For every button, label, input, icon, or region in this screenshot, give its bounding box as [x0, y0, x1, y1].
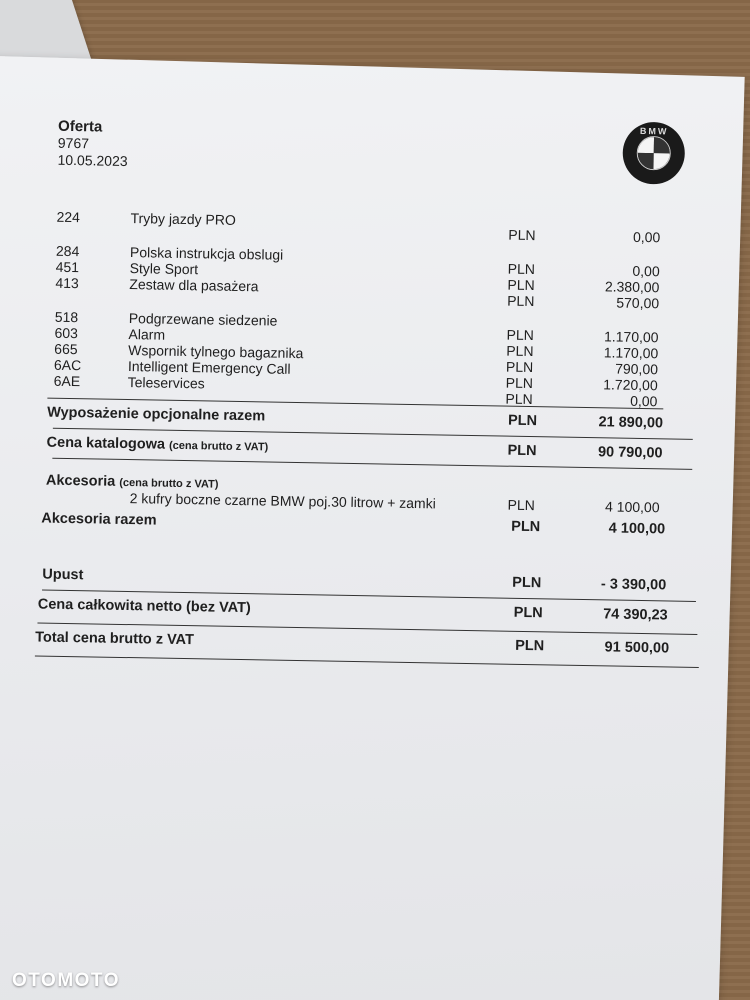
option-desc: Wspornik tylnego bagaznika — [128, 342, 304, 362]
offer-date: 10.05.2023 — [57, 151, 128, 169]
offer-document — [35, 117, 698, 668]
option-code: 6AC — [53, 356, 82, 374]
option-currency: PLN — [506, 342, 534, 360]
accessories-total-amount: 4 100,00 — [608, 520, 666, 538]
option-currency: PLN — [505, 374, 534, 392]
net-total-label: Cena całkowita netto (bez VAT) — [37, 596, 251, 617]
option-amount: 2.380,00 — [604, 278, 660, 296]
net-total-amount: 74 390,23 — [603, 606, 668, 624]
bmw-roundel-icon — [636, 136, 671, 171]
accessories-total-label: Akcesoria razem — [41, 510, 157, 529]
accessories-note: (cena brutto z VAT) — [119, 476, 219, 491]
option-amount: 1.720,00 — [603, 376, 658, 394]
accessories-section — [41, 472, 692, 550]
option-currency: PLN — [505, 358, 534, 376]
option-amount: 0,00 — [632, 262, 660, 280]
option-code: 413 — [55, 274, 79, 292]
option-code: 665 — [54, 340, 78, 358]
offer-number: 9767 — [57, 134, 90, 152]
option-currency: PLN — [507, 276, 535, 294]
catalog-price-amount: 90 790,00 — [597, 444, 663, 462]
bmw-logo-text: BMW — [639, 125, 669, 137]
option-desc: Alarm — [128, 326, 166, 343]
option-currency: PLN — [508, 226, 536, 244]
catalog-price-note: (cena brutto z VAT) — [168, 439, 269, 454]
option-currency: PLN — [506, 326, 534, 344]
option-currency: PLN — [505, 390, 533, 408]
offer-title: Oferta — [57, 117, 103, 136]
option-currency: PLN — [507, 292, 535, 310]
option-amount: 570,00 — [616, 294, 660, 312]
option-currency: PLN — [507, 260, 536, 278]
option-amount: 790,00 — [615, 360, 659, 378]
accessories-label: Akcesoria — [45, 472, 116, 490]
discount-label: Upust — [42, 566, 84, 584]
catalog-price-currency: PLN — [507, 442, 537, 460]
option-desc: Tryby jazdy PRO — [130, 210, 236, 228]
gross-total-currency: PLN — [514, 637, 545, 655]
option-desc: Teleservices — [127, 374, 205, 392]
discount-currency: PLN — [512, 574, 542, 592]
option-amount: 1.170,00 — [603, 328, 659, 346]
accessory-currency: PLN — [507, 496, 535, 514]
accessory-amount: 4 100,00 — [604, 498, 660, 516]
option-desc: Zestaw dla pasażera — [129, 276, 259, 295]
option-amount: 0,00 — [630, 392, 658, 410]
option-desc: Style Sport — [129, 260, 199, 278]
catalog-price-text: Cena katalogowa — [46, 434, 166, 453]
accessories-total-currency: PLN — [511, 518, 541, 536]
discount-amount: - 3 390,00 — [600, 576, 667, 594]
option-amount: 1.170,00 — [603, 344, 659, 362]
optional-total-currency: PLN — [507, 412, 538, 430]
option-desc: Podgrzewane siedzenie — [128, 310, 278, 329]
option-code: 603 — [54, 324, 79, 342]
option-code: 6AE — [53, 372, 81, 390]
catalog-price-label — [46, 435, 268, 455]
gross-total-amount: 91 500,00 — [604, 639, 670, 657]
gross-total-label: Total cena brutto z VAT — [35, 629, 195, 649]
option-desc: Intelligent Emergency Call — [127, 358, 291, 377]
accessory-desc: 2 kufry boczne czarne BMW poj.30 litrow + zamki — [129, 490, 436, 512]
net-total-currency: PLN — [513, 604, 543, 622]
optional-total-label: Wyposażenie opcjonalne razem — [46, 404, 266, 425]
option-desc: Polska instrukcja obslugi — [129, 244, 284, 263]
option-code: 284 — [55, 242, 80, 260]
option-amount: 0,00 — [632, 228, 661, 246]
offer-sheet — [0, 55, 745, 1000]
otomoto-watermark: OTOMOTO — [12, 970, 120, 991]
option-code: 224 — [56, 208, 81, 226]
optional-total-amount: 21 890,00 — [598, 414, 664, 432]
option-code: 518 — [54, 308, 79, 326]
option-code: 451 — [55, 258, 80, 276]
